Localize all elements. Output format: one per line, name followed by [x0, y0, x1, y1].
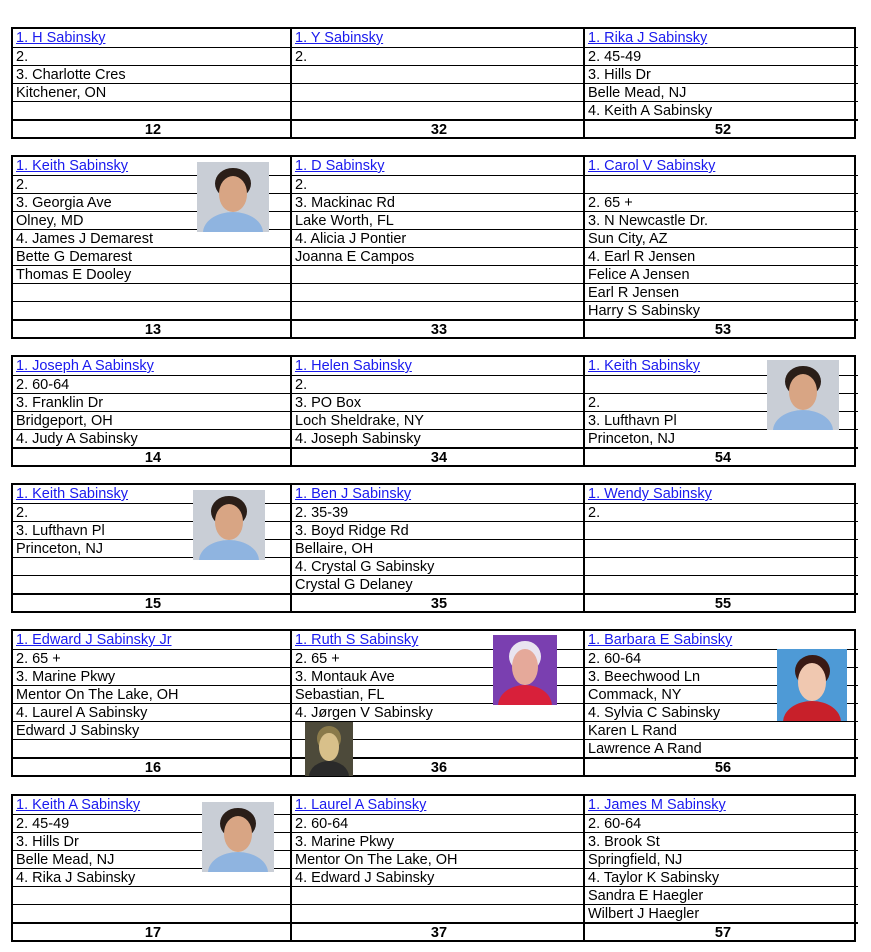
entry-block: [11, 629, 856, 777]
entry-line: [13, 575, 290, 593]
entry-name-link[interactable]: 1. Edward J Sabinsky Jr: [16, 632, 172, 648]
man-portrait-photo: [193, 490, 265, 560]
entry-line: 4. Crystal G Sabinsky: [292, 557, 583, 575]
entry-line: [292, 101, 583, 119]
entry-line: 2. 65 +: [585, 193, 858, 211]
entry-cell: [290, 29, 583, 137]
entry-line: Olney, MD: [13, 211, 290, 229]
entry-line: 3. Mackinac Rd: [292, 193, 583, 211]
entry-line: 3. Lufthavn Pl: [585, 411, 858, 429]
entry-name-link[interactable]: 1. Barbara E Sabinsky: [588, 632, 733, 648]
entry-line: 4. Keith A Sabinsky: [585, 101, 858, 119]
entry-number: 35: [292, 593, 583, 611]
entry-name-link[interactable]: 1. Wendy Sabinsky: [588, 486, 712, 502]
entry-name-link[interactable]: 1. Keith Sabinsky: [588, 358, 701, 374]
entry-line: 4. Rika J Sabinsky: [13, 868, 290, 886]
entry-line: [13, 904, 290, 922]
entry-line: Princeton, NJ: [13, 539, 290, 557]
entry-line: Bette G Demarest: [13, 247, 290, 265]
entry-number: 57: [585, 922, 858, 940]
entry-number: 15: [13, 593, 290, 611]
entry-block: [11, 27, 856, 139]
entry-line: Mentor On The Lake, OH: [13, 685, 290, 703]
entry-line: Wilbert J Haegler: [585, 904, 858, 922]
entry-line: Bridgeport, OH: [13, 411, 290, 429]
entry-block: [11, 483, 856, 613]
entry-number: 37: [292, 922, 583, 940]
entry-line: [585, 175, 858, 193]
entry-line: Lake Worth, FL: [292, 211, 583, 229]
entry-line: 2. 60-64: [585, 649, 858, 667]
entry-line: Belle Mead, NJ: [13, 850, 290, 868]
entry-name-link[interactable]: 1. Joseph A Sabinsky: [16, 358, 154, 374]
entry-name-link[interactable]: 1. D Sabinsky: [295, 158, 385, 174]
entry-line: [585, 575, 858, 593]
entry-name-link[interactable]: 1. James M Sabinsky: [588, 797, 726, 813]
entry-cell: [13, 357, 290, 465]
entry-number: 14: [13, 447, 290, 465]
entry-line: 2.: [585, 393, 858, 411]
entry-number: 54: [585, 447, 858, 465]
entry-cell: [290, 157, 583, 337]
woman-portrait-photo: [777, 649, 847, 721]
entry-number: 13: [13, 319, 290, 337]
entry-line: 4. Taylor K Sabinsky: [585, 868, 858, 886]
entry-line: Bellaire, OH: [292, 539, 583, 557]
entry-line: [13, 301, 290, 319]
entry-line: Joanna E Campos: [292, 247, 583, 265]
entry-number: 36: [292, 757, 583, 775]
entry-line: 3. Charlotte Cres: [13, 65, 290, 83]
entry-line: 2.: [13, 47, 290, 65]
entry-cell: [13, 29, 290, 137]
entry-line: Sandra E Haegler: [585, 886, 858, 904]
entry-number: 33: [292, 319, 583, 337]
entry-line: Edward J Sabinsky: [13, 721, 290, 739]
entry-line: 2. 65 +: [13, 649, 290, 667]
entry-name-link[interactable]: 1. Laurel A Sabinsky: [295, 797, 427, 813]
entry-line: 2.: [13, 175, 290, 193]
entry-line: 3. Montauk Ave: [292, 667, 583, 685]
entry-name-link[interactable]: 1. Ben J Sabinsky: [295, 486, 412, 502]
entry-line: Sun City, AZ: [585, 229, 858, 247]
entry-name-link[interactable]: 1. Y Sabinsky: [295, 30, 384, 46]
entry-number: 16: [13, 757, 290, 775]
entry-line: Lawrence A Rand: [585, 739, 858, 757]
entry-number: 12: [13, 119, 290, 137]
entry-block: [11, 355, 856, 467]
entry-name-link[interactable]: 1. Carol V Sabinsky: [588, 158, 716, 174]
entry-block: [11, 155, 856, 339]
entry-line: [585, 539, 858, 557]
entry-line: [13, 101, 290, 119]
entry-name-link[interactable]: 1. Keith A Sabinsky: [16, 797, 141, 813]
entry-line: 4. Laurel A Sabinsky: [13, 703, 290, 721]
entry-name-link[interactable]: 1. Helen Sabinsky: [295, 358, 412, 374]
entry-line: 3. Marine Pkwy: [13, 667, 290, 685]
entry-line: 4. Earl R Jensen: [585, 247, 858, 265]
entry-line: 3. Hills Dr: [585, 65, 858, 83]
entry-line: [13, 739, 290, 757]
entry-line: 2.: [585, 503, 858, 521]
entry-line: 2.: [292, 47, 583, 65]
man-portrait-photo: [305, 722, 353, 776]
entry-line: 3. N Newcastle Dr.: [585, 211, 858, 229]
entry-cell: [290, 485, 583, 611]
entry-line: Sebastian, FL: [292, 685, 583, 703]
entry-line: 4. Joseph Sabinsky: [292, 429, 583, 447]
entry-cell: [583, 796, 858, 940]
entry-number: 52: [585, 119, 858, 137]
entry-line: Thomas E Dooley: [13, 265, 290, 283]
woman-portrait-photo: [493, 635, 557, 705]
entry-name-link[interactable]: 1. Rika J Sabinsky: [588, 30, 708, 46]
entry-line: 2. 60-64: [585, 814, 858, 832]
entry-line: [292, 265, 583, 283]
entry-line: 3. Hills Dr: [13, 832, 290, 850]
man-portrait-photo: [767, 360, 839, 430]
entry-line: 2. 60-64: [292, 814, 583, 832]
entry-line: 2. 65 +: [292, 649, 583, 667]
entry-line: 3. Franklin Dr: [13, 393, 290, 411]
entry-line: [292, 301, 583, 319]
entry-line: [292, 83, 583, 101]
entry-name-link[interactable]: 1. Ruth S Sabinsky: [295, 632, 419, 648]
entry-line: [13, 283, 290, 301]
entry-number: 32: [292, 119, 583, 137]
entry-name-link[interactable]: 1. Keith Sabinsky: [16, 486, 129, 502]
entry-line: Loch Sheldrake, NY: [292, 411, 583, 429]
entry-number: 34: [292, 447, 583, 465]
entry-line: 3. Brook St: [585, 832, 858, 850]
entry-line: 2.: [292, 175, 583, 193]
entry-line: [292, 904, 583, 922]
man-portrait-photo: [197, 162, 269, 232]
entry-line: 2.: [292, 375, 583, 393]
entry-cell: [583, 29, 858, 137]
entry-line: [13, 886, 290, 904]
entry-line: 2. 60-64: [13, 375, 290, 393]
entry-number: 56: [585, 757, 858, 775]
entry-line: [292, 283, 583, 301]
entry-line: 2. 45-49: [13, 814, 290, 832]
entry-line: Felice A Jensen: [585, 265, 858, 283]
entry-name-link[interactable]: 1. H Sabinsky: [16, 30, 106, 46]
entry-line: [585, 557, 858, 575]
entry-line: 3. Marine Pkwy: [292, 832, 583, 850]
entry-cell: [290, 796, 583, 940]
entry-number: 17: [13, 922, 290, 940]
entry-number: 55: [585, 593, 858, 611]
entry-line: Harry S Sabinsky: [585, 301, 858, 319]
entry-line: Commack, NY: [585, 685, 858, 703]
entry-cell: [13, 631, 290, 775]
entry-line: 3. Beechwood Ln: [585, 667, 858, 685]
entry-line: 2. 45-49: [585, 47, 858, 65]
entry-name-link[interactable]: 1. Keith Sabinsky: [16, 158, 129, 174]
entry-line: 4. Judy A Sabinsky: [13, 429, 290, 447]
entry-line: Crystal G Delaney: [292, 575, 583, 593]
entry-line: 4. Sylvia C Sabinsky: [585, 703, 858, 721]
entry-line: Earl R Jensen: [585, 283, 858, 301]
entry-line: Mentor On The Lake, OH: [292, 850, 583, 868]
entry-line: 4. Alicia J Pontier: [292, 229, 583, 247]
entry-line: 3. PO Box: [292, 393, 583, 411]
entry-line: [292, 65, 583, 83]
entry-line: 4. Jørgen V Sabinsky: [292, 703, 583, 721]
entry-line: Karen L Rand: [585, 721, 858, 739]
entry-line: Springfield, NJ: [585, 850, 858, 868]
entry-line: Princeton, NJ: [585, 429, 858, 447]
entry-line: 3. Georgia Ave: [13, 193, 290, 211]
entry-line: 2. 35-39: [292, 503, 583, 521]
entry-line: Belle Mead, NJ: [585, 83, 858, 101]
entry-line: 2.: [13, 503, 290, 521]
entry-number: 53: [585, 319, 858, 337]
entry-block: [11, 794, 856, 942]
entry-line: 3. Boyd Ridge Rd: [292, 521, 583, 539]
entry-line: [585, 521, 858, 539]
entry-cell: [583, 485, 858, 611]
entry-line: [292, 886, 583, 904]
man-portrait-photo: [202, 802, 274, 872]
entry-cell: [583, 157, 858, 337]
entry-cell: [290, 357, 583, 465]
entry-line: Kitchener, ON: [13, 83, 290, 101]
entry-line: 4. Edward J Sabinsky: [292, 868, 583, 886]
entry-line: 3. Lufthavn Pl: [13, 521, 290, 539]
entry-line: 4. James J Demarest: [13, 229, 290, 247]
